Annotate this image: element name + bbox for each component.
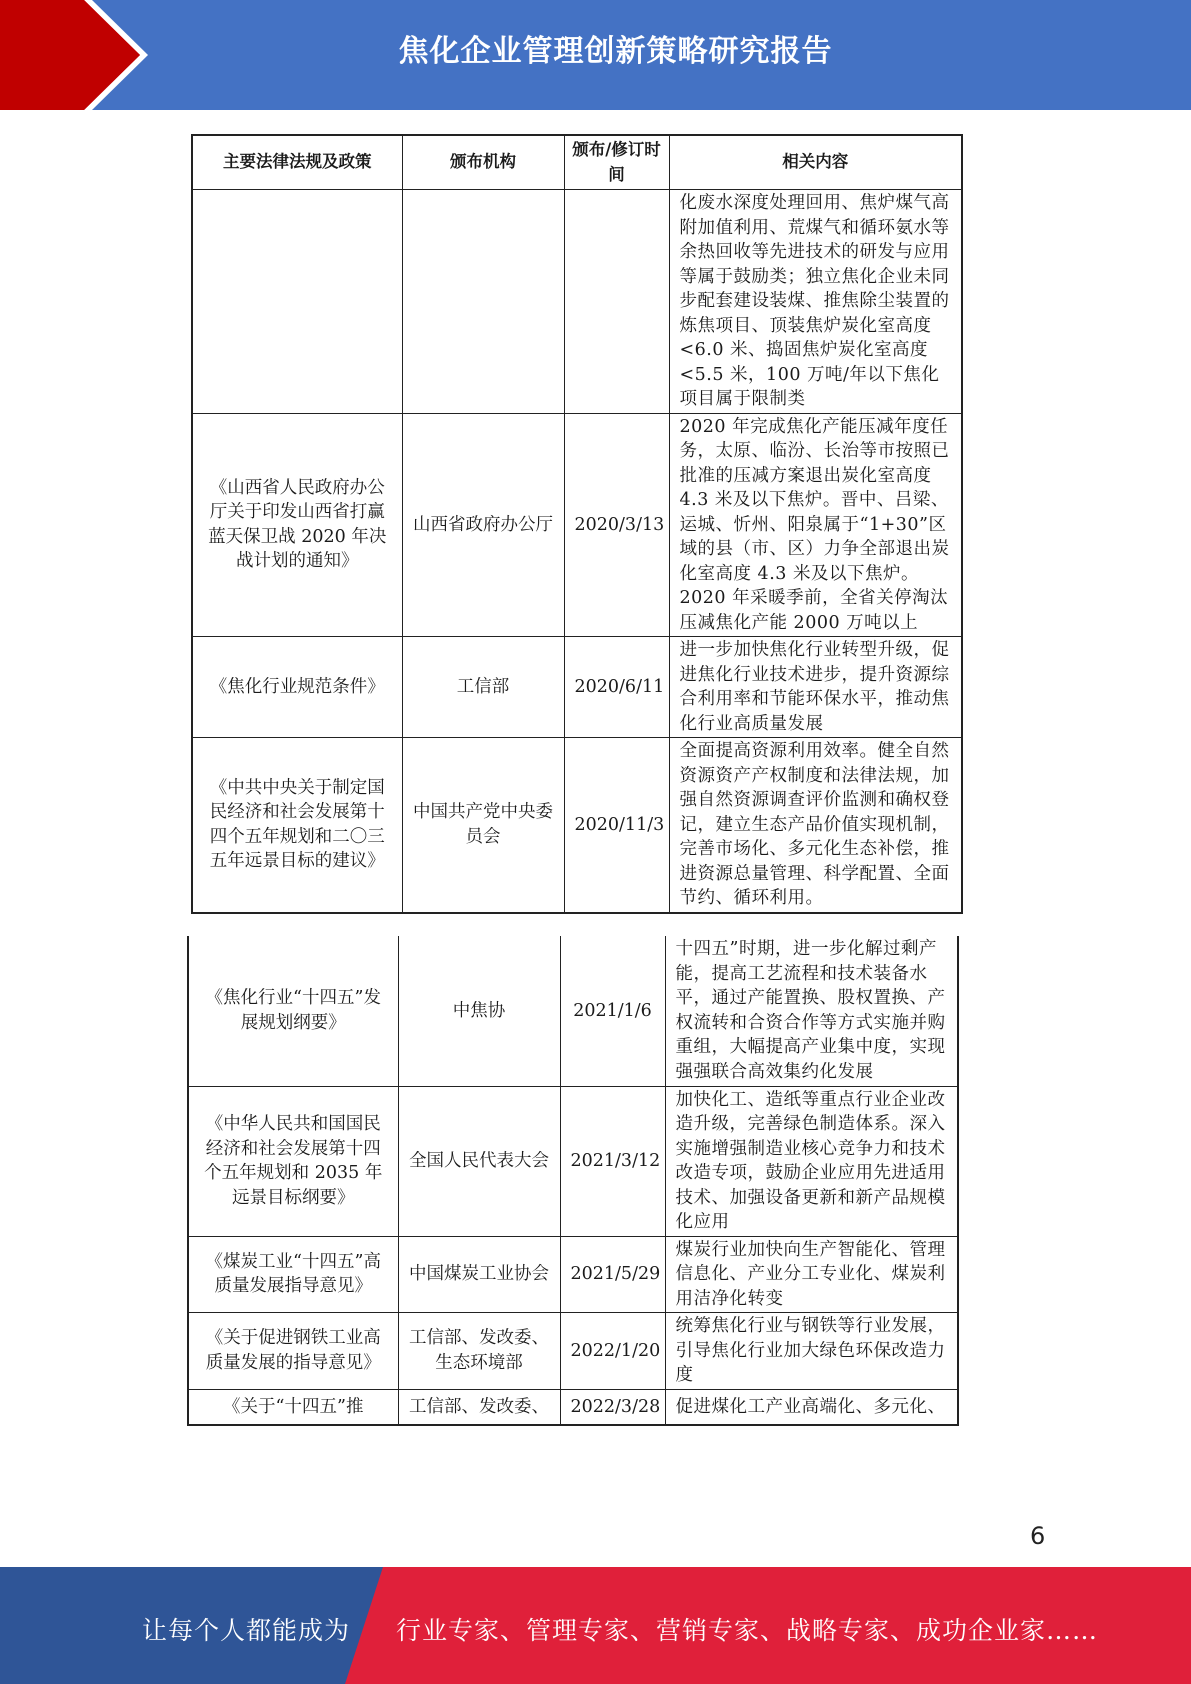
header-banner (0, 0, 1191, 110)
cell-content: 促进煤化工产业高端化、多元化、 (665, 1389, 958, 1425)
cell-date: 2020/6/11 (564, 637, 669, 738)
table-row (188, 1313, 958, 1390)
footer-slogan-right: 行业专家、管理专家、营销专家、战略专家、成功企业家…… (396, 1616, 1099, 1645)
cell-agency: 工信部 (402, 637, 564, 738)
page-title: 焦化企业管理创新策略研究报告 (398, 34, 833, 69)
cell-agency: 山西省政府办公厅 (402, 413, 564, 637)
cell-content: 煤炭行业加快向生产智能化、管理信息化、产业分工专业化、煤炭利用洁净化转变 (665, 1236, 958, 1313)
cell-date (564, 190, 669, 414)
cell-policy: 《关于“十四五”推 (188, 1389, 398, 1425)
table-row (192, 413, 962, 637)
cell-agency: 中焦协 (398, 936, 560, 1086)
cell-content: 加快化工、造纸等重点行业企业改造升级，完善绿色制造体系。深入实施增强制造业核心竞争力和技术改造专项，鼓励企业应用先进适用技术、加强设备更新和新产品规模化应用 (665, 1086, 958, 1236)
table-row (192, 738, 962, 913)
cell-content: 统筹焦化行业与钢铁等行业发展，引导焦化行业加大绿色环保改造力度 (665, 1313, 958, 1390)
cell-agency (402, 190, 564, 414)
cell-policy (192, 190, 402, 414)
table-row (188, 1086, 958, 1236)
table-header-row (192, 135, 962, 190)
cell-agency: 全国人民代表大会 (398, 1086, 560, 1236)
cell-date: 2021/1/6 (560, 936, 665, 1086)
table-row (192, 190, 962, 414)
cell-date: 2020/3/13 (564, 413, 669, 637)
column-header-policy: 主要法律法规及政策 (192, 135, 402, 190)
cell-content: 全面提高资源利用效率。健全自然资源资产产权制度和法律法规，加强自然资源调查评价监测和确权登记，建立生态产品价值实现机制，完善市场化、多元化生态补偿，推进资源总量管理、科学配置、全面节约、循环利用。 (669, 738, 962, 913)
cell-policy: 《煤炭工业“十四五”高质量发展指导意见》 (188, 1236, 398, 1313)
cell-content: 进一步加快焦化行业转型升级，促进焦化行业技术进步，提升资源综合利用率和节能环保水平，推动焦化行业高质量发展 (669, 637, 962, 738)
cell-policy: 《关于促进钢铁工业高质量发展的指导意见》 (188, 1313, 398, 1390)
cell-date: 2020/11/3 (564, 738, 669, 913)
policy-table-part-1 (191, 134, 963, 914)
cell-agency: 中国煤炭工业协会 (398, 1236, 560, 1313)
cell-agency: 中国共产党中央委员会 (402, 738, 564, 913)
column-header-date: 颁布/修订时间 (564, 135, 669, 190)
cell-agency: 工信部、发改委、 (398, 1389, 560, 1425)
cell-date: 2022/3/28 (560, 1389, 665, 1425)
table-row (188, 1236, 958, 1313)
cell-policy: 《中共中央关于制定国民经济和社会发展第十四个五年规划和二〇三五年远景目标的建议》 (192, 738, 402, 913)
cell-content: 2020 年完成焦化产能压减年度任务，太原、临汾、长治等市按照已批准的压减方案退出炭化室高度 4.3 米及以下焦炉。晋中、吕梁、运城、忻州、阳泉属于“1+30”区域的县（市、区）力争全部退出炭化室高度 4.3 米及以下焦炉。2020 年采暖季前，全省关停淘汰压减焦化产能 2000 万吨以上 (669, 413, 962, 637)
cell-date: 2021/5/29 (560, 1236, 665, 1313)
cell-policy: 《焦化行业规范条件》 (192, 637, 402, 738)
footer-slogan-left: 让每个人都能成为 (142, 1616, 351, 1645)
cell-content: 十四五”时期，进一步化解过剩产能，提高工艺流程和技术装备水平，通过产能置换、股权置换、产权流转和合资合作等方式实施并购重组，大幅提高产业集中度，实现强强联合高效集约化发展 (665, 936, 958, 1086)
cell-policy: 《山西省人民政府办公厅关于印发山西省打赢蓝天保卫战 2020 年决战计划的通知》 (192, 413, 402, 637)
table-row (192, 637, 962, 738)
column-header-agency: 颁布机构 (402, 135, 564, 190)
cell-policy: 《中华人民共和国国民经济和社会发展第十四个五年规划和 2035 年远景目标纲要》 (188, 1086, 398, 1236)
table-row (188, 1389, 958, 1425)
table-row (188, 936, 958, 1086)
page-number: 6 (1030, 1522, 1046, 1550)
footer-banner (0, 1567, 1191, 1684)
cell-date: 2021/3/12 (560, 1086, 665, 1236)
policy-table-part-2 (187, 936, 959, 1426)
cell-content: 化废水深度处理回用、焦炉煤气高附加值利用、荒煤气和循环氨水等余热回收等先进技术的研发与应用等属于鼓励类；独立焦化企业未同步配套建设装煤、推焦除尘装置的炼焦项目、顶装焦炉炭化室高度<6.0 米、捣固焦炉炭化室高度<5.5 米，100 万吨/年以下焦化项目属于限制类 (669, 190, 962, 414)
cell-policy: 《焦化行业“十四五”发展规划纲要》 (188, 936, 398, 1086)
cell-agency: 工信部、发改委、生态环境部 (398, 1313, 560, 1390)
column-header-content: 相关内容 (669, 135, 962, 190)
cell-date: 2022/1/20 (560, 1313, 665, 1390)
